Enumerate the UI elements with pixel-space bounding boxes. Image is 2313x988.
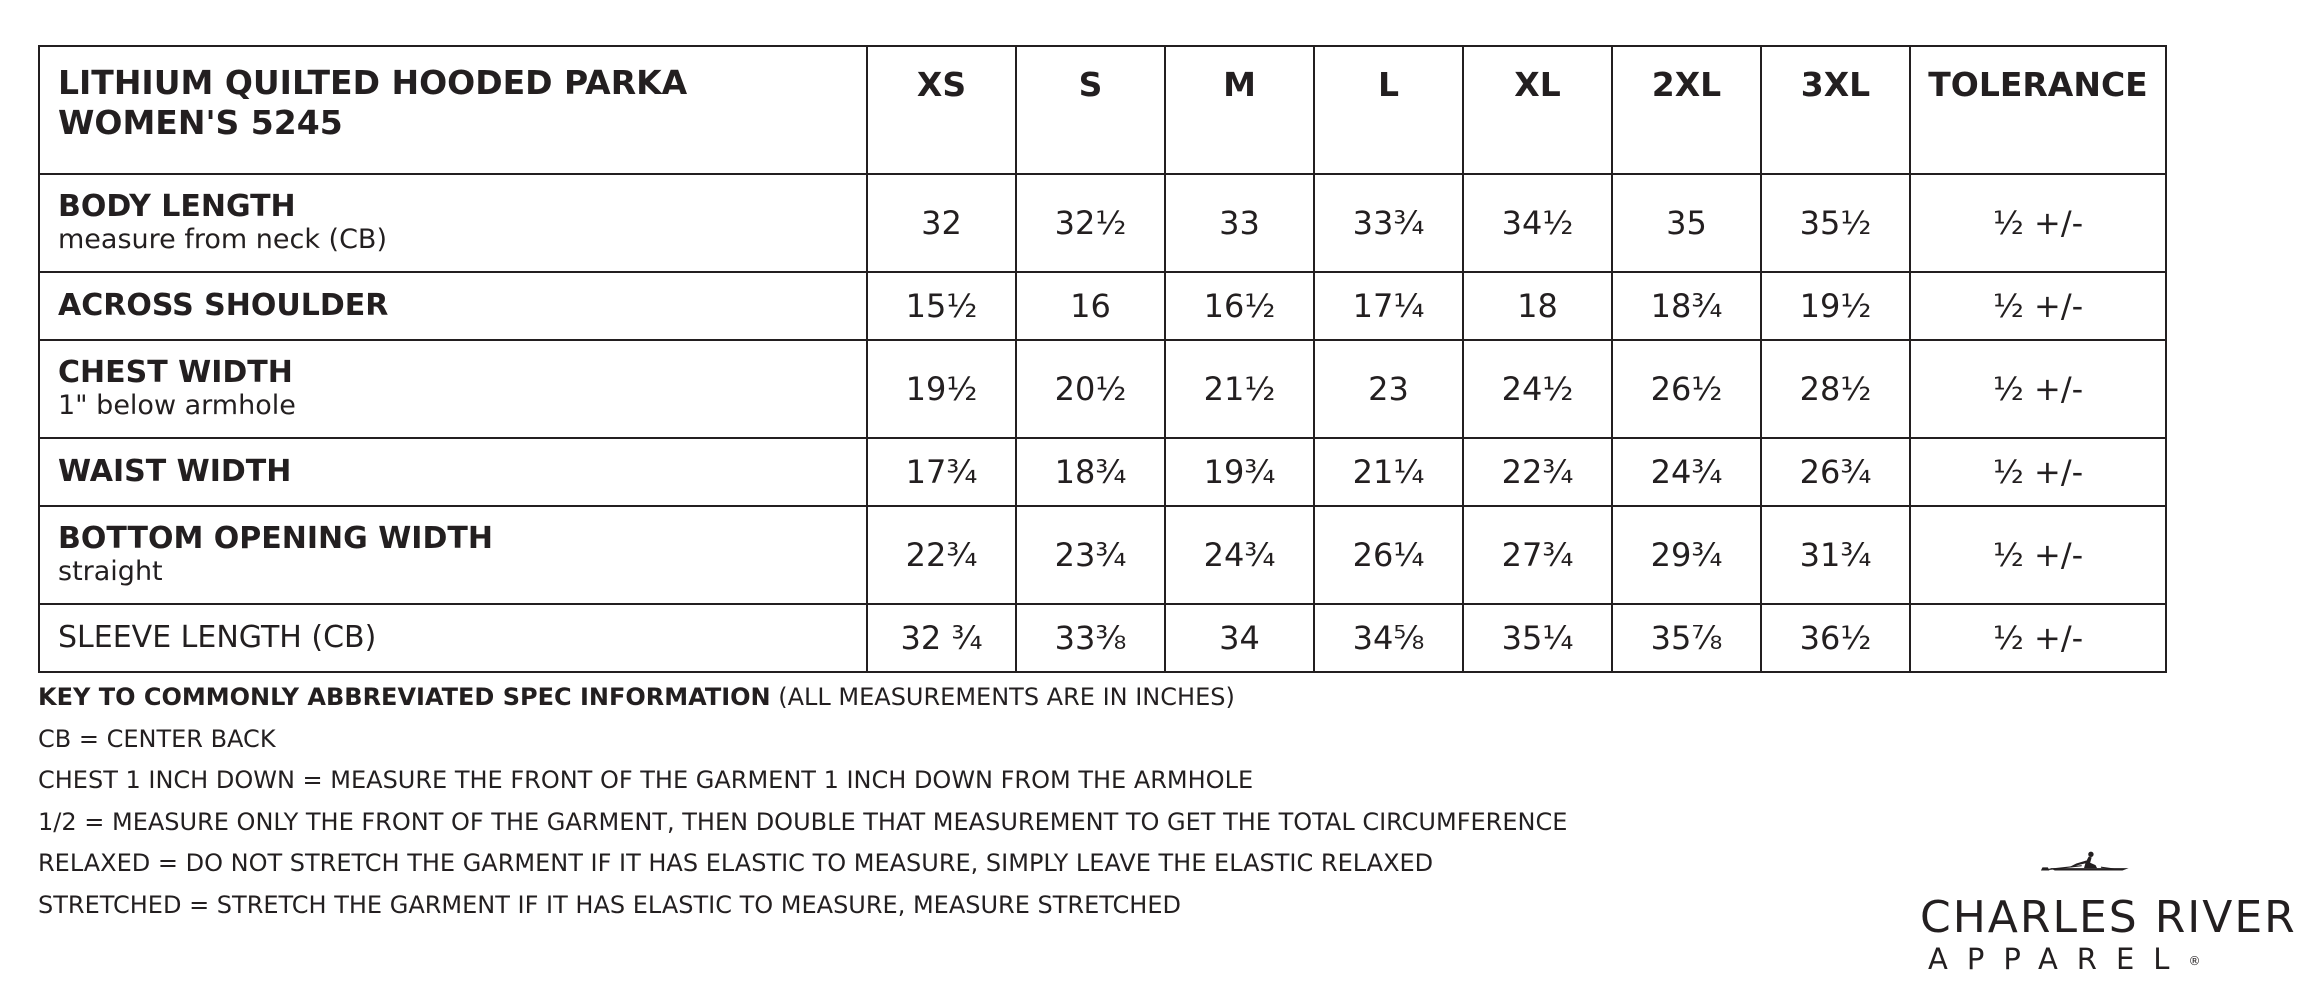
header-2xl: 2XL	[1612, 46, 1761, 174]
row-name: SLEEVE LENGTH (CB)	[58, 620, 377, 655]
table-cell: 27¾	[1463, 506, 1612, 604]
key-heading-line	[38, 677, 1838, 719]
key-heading: KEY TO COMMONLY ABBREVIATED SPEC INFORMATION	[38, 683, 771, 711]
table-cell: 24¾	[1165, 506, 1314, 604]
logo-wordmark-top: CHARLES RIVER	[1920, 892, 2297, 943]
table-cell: 36½	[1761, 604, 1910, 672]
tolerance-cell: ½ +/-	[1910, 272, 2166, 340]
table-cell: 33	[1165, 174, 1314, 272]
table-cell: 34⅝	[1314, 604, 1463, 672]
table-cell: 18	[1463, 272, 1612, 340]
row-label	[39, 174, 867, 272]
key-line: RELAXED = DO NOT STRETCH THE GARMENT IF IT HAS ELASTIC TO MEASURE, SIMPLY LEAVE THE ELASTIC RELAXED	[38, 849, 1434, 877]
table-cell: 28½	[1761, 340, 1910, 438]
table-cell: 24½	[1463, 340, 1612, 438]
table-cell: 34½	[1463, 174, 1612, 272]
table-row	[39, 272, 2166, 340]
key-heading-suffix: (ALL MEASUREMENTS ARE IN INCHES)	[770, 683, 1235, 711]
table-cell: 35¼	[1463, 604, 1612, 672]
table-cell: 18¾	[1612, 272, 1761, 340]
key-line: CB = CENTER BACK	[38, 724, 276, 753]
header-tolerance: TOLERANCE	[1910, 46, 2166, 174]
table-cell: 17¼	[1314, 272, 1463, 340]
table-cell: 35	[1612, 174, 1761, 272]
table-cell: 29¾	[1612, 506, 1761, 604]
logo-wordmark-bottom	[1920, 942, 2298, 976]
tolerance-cell: ½ +/-	[1910, 506, 2166, 604]
row-name: WAIST WIDTH	[58, 454, 292, 489]
table-cell: 32	[867, 174, 1016, 272]
key-line: 1/2 = MEASURE ONLY THE FRONT OF THE GARMENT, THEN DOUBLE THAT MEASUREMENT TO GET THE TOTAL CIRCUMFERENCE	[38, 807, 1568, 836]
tolerance-cell: ½ +/-	[1910, 438, 2166, 506]
row-label	[39, 604, 867, 672]
row-label	[39, 506, 867, 604]
table-cell: 19½	[867, 340, 1016, 438]
table-row	[39, 438, 2166, 506]
table-cell: 19¾	[1165, 438, 1314, 506]
product-title: LITHIUM QUILTED HOODED PARKA	[58, 63, 688, 102]
table-cell: 24¾	[1612, 438, 1761, 506]
header-3xl: 3XL	[1761, 46, 1910, 174]
header-l: L	[1314, 46, 1463, 174]
row-label	[39, 340, 867, 438]
table-cell: 23	[1314, 340, 1463, 438]
table-cell: 33¾	[1314, 174, 1463, 272]
key-line: CHEST 1 INCH DOWN = MEASURE THE FRONT OF THE GARMENT 1 INCH DOWN FROM THE ARMHOLE	[38, 766, 1254, 794]
row-name: BOTTOM OPENING WIDTH	[58, 521, 493, 556]
row-note: measure from neck (CB)	[58, 224, 387, 255]
table-row	[39, 506, 2166, 604]
header-m: M	[1165, 46, 1314, 174]
product-style: WOMEN'S 5245	[58, 103, 343, 142]
table-cell: 32½	[1016, 174, 1165, 272]
table-cell: 16	[1016, 272, 1165, 340]
table-cell: 26½	[1612, 340, 1761, 438]
row-note: 1" below armhole	[58, 390, 296, 421]
row-name: ACROSS SHOULDER	[58, 288, 389, 323]
table-cell: 35½	[1761, 174, 1910, 272]
table-cell: 15½	[867, 272, 1016, 340]
table-cell: 22¾	[867, 506, 1016, 604]
tolerance-cell: ½ +/-	[1910, 174, 2166, 272]
table-row	[39, 174, 2166, 272]
row-note: straight	[58, 556, 163, 587]
header-xl: XL	[1463, 46, 1612, 174]
table-cell: 20½	[1016, 340, 1165, 438]
table-cell: 22¾	[1463, 438, 1612, 506]
table-cell: 26¾	[1761, 438, 1910, 506]
table-cell: 31¾	[1761, 506, 1910, 604]
row-label	[39, 272, 867, 340]
logo-apparel: APPAREL	[1928, 942, 2189, 976]
table-row	[39, 604, 2166, 672]
size-spec-table	[38, 45, 2167, 673]
header-s: S	[1016, 46, 1165, 174]
table-cell: 35⅞	[1612, 604, 1761, 672]
table-cell: 16½	[1165, 272, 1314, 340]
table-cell: 21¼	[1314, 438, 1463, 506]
table-cell: 32 ¾	[867, 604, 1016, 672]
spec-key	[38, 677, 1838, 926]
table-row	[39, 340, 2166, 438]
table-cell: 21½	[1165, 340, 1314, 438]
table-cell: 26¼	[1314, 506, 1463, 604]
header-xs: XS	[867, 46, 1016, 174]
row-name: CHEST WIDTH	[58, 355, 293, 390]
row-label	[39, 438, 867, 506]
table-cell: 23¾	[1016, 506, 1165, 604]
row-name: BODY LENGTH	[58, 189, 296, 224]
table-cell: 17¾	[867, 438, 1016, 506]
registered-mark: ®	[2188, 954, 2201, 968]
table-header-row	[39, 46, 2166, 174]
table-cell: 33⅜	[1016, 604, 1165, 672]
tolerance-cell: ½ +/-	[1910, 604, 2166, 672]
tolerance-cell: ½ +/-	[1910, 340, 2166, 438]
table-title-cell	[39, 46, 867, 174]
table-cell: 19½	[1761, 272, 1910, 340]
table-cell: 34	[1165, 604, 1314, 672]
table-cell: 18¾	[1016, 438, 1165, 506]
key-line: STRETCHED = STRETCH THE GARMENT IF IT HAS ELASTIC TO MEASURE, MEASURE STRETCHED	[38, 890, 1181, 919]
